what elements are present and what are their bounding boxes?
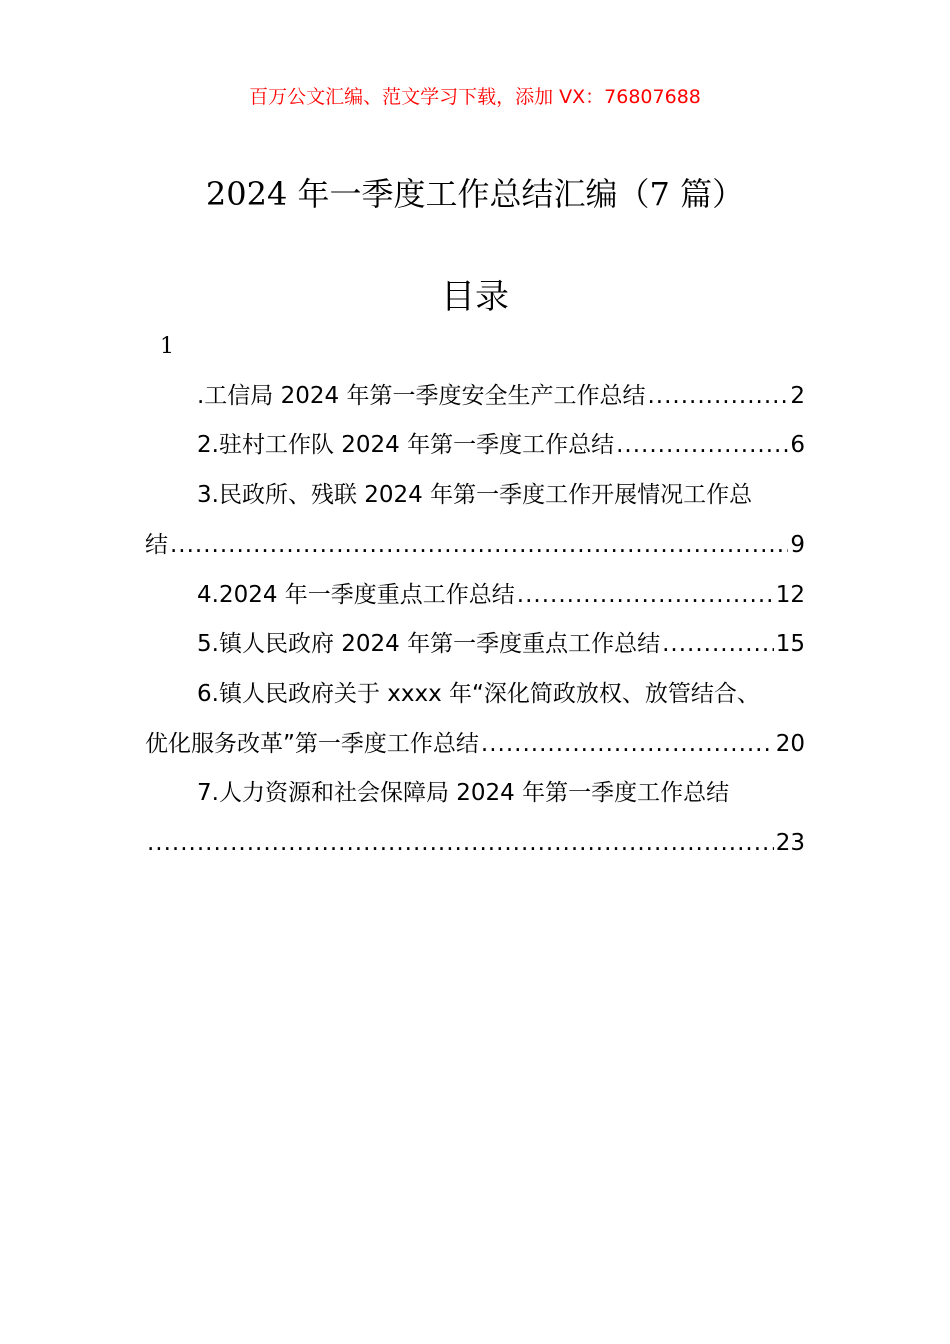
toc-entry-page: 9 [790, 532, 805, 558]
toc-leader-dots [647, 378, 788, 414]
toc-entry-6-line2[interactable] [145, 726, 805, 762]
toc-entry-title-cont: 结 [145, 532, 168, 558]
toc-leader-dots [662, 626, 774, 662]
toc-entry-title: 5.镇人民政府 2024 年第一季度重点工作总结 [197, 631, 661, 657]
toc-entry-page: 6 [790, 432, 805, 458]
toc-entry-title: 2.驻村工作队 2024 年第一季度工作总结 [197, 432, 615, 458]
toc-entry-7-line2[interactable] [145, 825, 805, 861]
header-note: 百万公文汇编、范文学习下载，添加 VX：76807688 [249, 86, 701, 108]
toc-entry-2[interactable] [145, 427, 805, 463]
page-number-marker: 1 [160, 334, 174, 359]
toc-entry-title: 4.2024 年一季度重点工作总结 [197, 582, 515, 608]
toc-entry-page: 20 [775, 731, 805, 757]
toc-heading: 目录 [441, 277, 509, 317]
toc-leader-dots [170, 527, 788, 563]
toc-leader-dots [147, 825, 774, 861]
toc-entry-5[interactable] [145, 626, 805, 662]
toc-entry-3-line1[interactable] [145, 477, 805, 513]
toc-entry-page: 15 [775, 631, 805, 657]
toc-leader-dots [481, 726, 774, 762]
toc-entry-title-cont: 优化服务改革”第一季度工作总结 [145, 731, 479, 757]
toc-entry-7-line1[interactable] [145, 775, 805, 811]
toc-entry-page: 12 [775, 582, 805, 608]
toc-entry-title: .工信局 2024 年第一季度安全生产工作总结 [197, 383, 646, 409]
toc-leader-dots [616, 427, 788, 463]
toc-entry-1[interactable] [145, 378, 805, 414]
toc-entry-title: 3.民政所、残联 2024 年第一季度工作开展情况工作总 [197, 482, 753, 508]
toc-entry-4[interactable] [145, 577, 805, 613]
toc-entry-page: 2 [790, 383, 805, 409]
toc-entry-3-line2[interactable] [145, 527, 805, 563]
toc-leader-dots [517, 577, 774, 613]
document-title: 2024 年一季度工作总结汇编（7 篇） [205, 175, 745, 213]
toc-entry-title: 6.镇人民政府关于 xxxx 年“深化简政放权、放管结合、 [197, 681, 760, 707]
toc-entry-title: 7.人力资源和社会保障局 2024 年第一季度工作总结 [197, 780, 730, 806]
toc-entry-page: 23 [775, 830, 805, 856]
toc-entry-6-line1[interactable] [145, 676, 877, 712]
